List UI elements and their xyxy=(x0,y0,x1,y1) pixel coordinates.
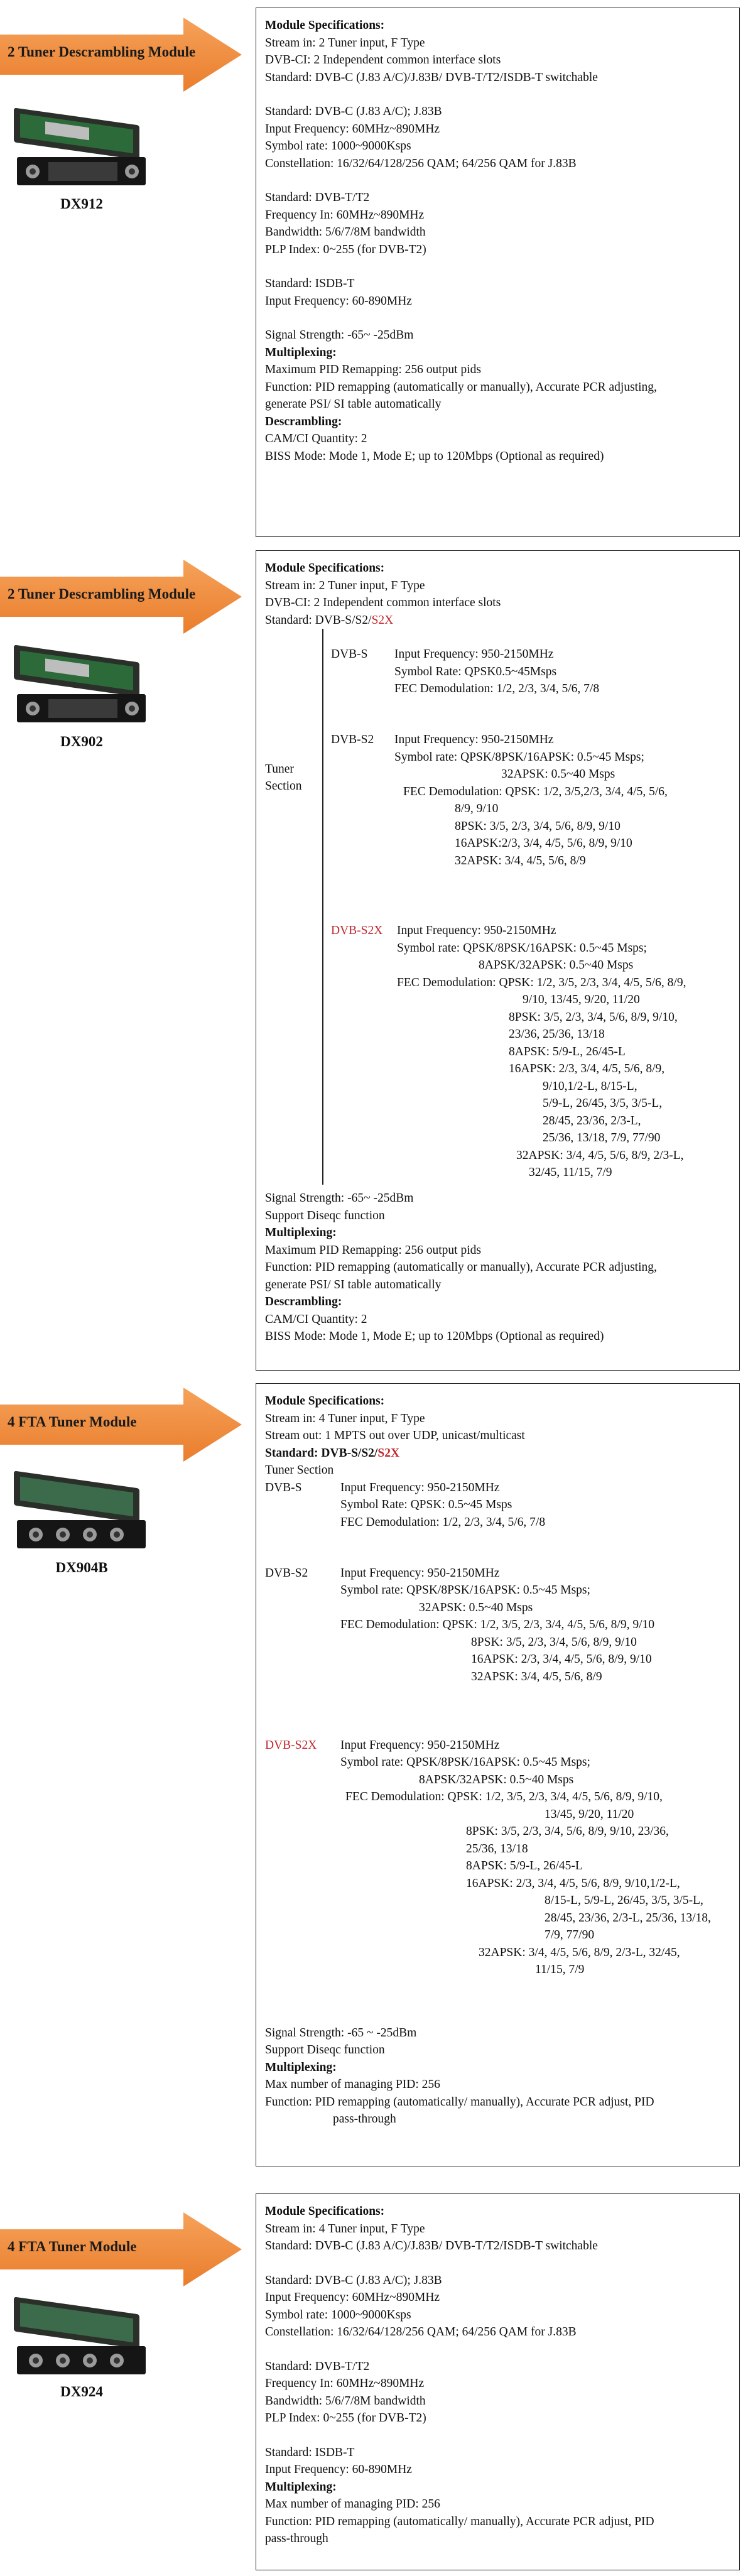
spec-line: CAM/CI Quantity: 2 xyxy=(265,1312,367,1326)
spec-line: Descrambling: xyxy=(265,1295,342,1308)
spec-line: 8PSK: 3/5, 2/3, 3/4, 5/6, 8/9, 9/10, 23/36, xyxy=(466,1825,669,1838)
spec-line: pass-through xyxy=(333,2112,396,2126)
spec-line: Maximum PID Remapping: 256 output pids xyxy=(265,363,481,376)
spec-line: Input Frequency: 60MHz~890MHz xyxy=(265,122,440,136)
module-title: 4 FTA Tuner Module xyxy=(8,1414,137,1430)
spec-line: Symbol rate: QPSK/8PSK/16APSK: 0.5~45 Msps; xyxy=(340,1756,590,1769)
spec-line: Support Diseqc function xyxy=(265,1209,385,1222)
dvbs-label: DVB-S xyxy=(265,1481,302,1494)
spec-line: Standard: DVB-T/T2 xyxy=(265,2359,370,2373)
spec-line: Frequency In: 60MHz~890MHz xyxy=(265,2377,425,2390)
spec-line: Bandwidth: 5/6/7/8M bandwidth xyxy=(265,2394,426,2408)
spec-line: Stream in: 2 Tuner input, F Type xyxy=(265,36,425,50)
spec-line: BISS Mode: Mode 1, Mode E; up to 120Mbps (Optional as required) xyxy=(265,449,604,463)
spec-line: Multiplexing: xyxy=(265,2060,337,2074)
spacer xyxy=(265,2255,730,2272)
model-name: DX904B xyxy=(55,1560,108,1575)
product-image-dx912 xyxy=(8,101,155,195)
spec-line: 9/10, 13/45, 9/20, 11/20 xyxy=(523,993,640,1006)
spec-line: generate PSI/ SI table automatically xyxy=(265,398,442,411)
spec-line: Function: PID remapping (automatically or manually), Accurate PCR adjusting, xyxy=(265,1261,657,1274)
spec-line: FEC Demodulation: 1/2, 2/3, 3/4, 5/6, 7/8 xyxy=(340,1515,546,1529)
spec-line: Support Diseqc function xyxy=(265,2043,385,2057)
spec-line: Max number of managing PID: 256 xyxy=(265,2078,440,2091)
spacer xyxy=(265,310,730,327)
spec-line: Multiplexing: xyxy=(265,345,337,359)
spacer xyxy=(265,2427,730,2444)
spec-line: 16APSK: 2/3, 3/4, 4/5, 5/6, 8/9, 9/10 xyxy=(471,1653,652,1666)
spec-line: 8/15-L, 5/9-L, 26/45, 3/5, 3/5-L, xyxy=(545,1894,703,1907)
module-4-banner xyxy=(0,2212,242,2286)
spec-line: Maximum PID Remapping: 256 output pids xyxy=(265,1243,481,1257)
spec-line: Frequency In: 60MHz~890MHz xyxy=(265,208,425,222)
spec-line: 8PSK: 3/5, 2/3, 3/4, 5/6, 8/9, 9/10 xyxy=(471,1635,637,1649)
spec-line: 32APSK: 0.5~40 Msps xyxy=(501,768,615,781)
spec-line: Symbol Rate: QPSK0.5~45Msps xyxy=(394,665,557,678)
spec-line: Symbol rate: 1000~9000Ksps xyxy=(265,139,411,153)
dvbs2x-label: DVB-S2X xyxy=(265,1738,317,1752)
spec-line: Input Frequency: 950-2150MHz xyxy=(340,1738,500,1752)
spec-line: FEC Demodulation: QPSK: 1/2, 3/5, 2/3, 3/4, 4/5, 5/6, 8/9, xyxy=(397,976,686,989)
spec-line: 28/45, 23/36, 2/3-L, xyxy=(543,1114,641,1128)
spec-line: Input Frequency: 950-2150MHz xyxy=(394,648,554,661)
spec-line: CAM/CI Quantity: 2 xyxy=(265,432,367,445)
spec-line: Multiplexing: xyxy=(265,1226,337,1239)
spec-line: Signal Strength: -65~ -25dBm xyxy=(265,1192,414,1205)
spec-line: Multiplexing: xyxy=(265,2480,337,2494)
spec-line: 16APSK:2/3, 3/4, 4/5, 5/6, 8/9, 9/10 xyxy=(455,837,632,850)
spec-line: Descrambling: xyxy=(265,415,342,428)
spec-box-dx912 xyxy=(256,8,740,537)
spec-line: generate PSI/ SI table automatically xyxy=(265,1278,442,1291)
tuner-section-label: Tuner Section xyxy=(265,763,302,793)
spec-line: PLP Index: 0~255 (for DVB-T2) xyxy=(265,242,426,256)
spec-line: Module Specifications: xyxy=(265,19,385,32)
spec-line: FEC Demodulation: QPSK: 1/2, 3/5, 2/3, 3/4, 4/5, 5/6, 8/9, 9/10 xyxy=(340,1618,654,1631)
spec-line: 8/9, 9/10 xyxy=(455,802,499,815)
spec-line: Function: PID remapping (automatically/ manually), Accurate PCR adjust, PID xyxy=(265,2095,654,2109)
dvbs2-label: DVB-S2 xyxy=(331,733,374,746)
spec-line: 25/36, 13/18 xyxy=(466,1842,528,1856)
model-name: DX902 xyxy=(60,734,103,749)
spec-line: Standard: ISDB-T xyxy=(265,2445,355,2459)
spec-line: 32APSK: 0.5~40 Msps xyxy=(419,1600,533,1614)
spec-line: 8APSK: 5/9-L, 26/45-L xyxy=(466,1859,583,1872)
spec-line: 16APSK: 2/3, 3/4, 4/5, 5/6, 8/9, xyxy=(509,1062,665,1075)
module-1-banner xyxy=(0,18,242,92)
spec-line: Module Specifications: xyxy=(265,562,385,575)
spec-line: Function: PID remapping (automatically/ manually), Accurate PCR adjust, PID xyxy=(265,2514,654,2528)
spec-line: Stream out: 1 MPTS out over UDP, unicast/multicast xyxy=(265,1429,525,1442)
tuner-section xyxy=(265,1479,730,2024)
spec-line: Max number of managing PID: 256 xyxy=(265,2497,440,2511)
spec-line: DVB-CI: 2 Independent common interface slots xyxy=(265,53,501,67)
spec-line: Symbol rate: QPSK/8PSK/16APSK: 0.5~45 Msps; xyxy=(340,1584,590,1597)
spec-line: Standard: ISDB-T xyxy=(265,277,355,290)
spec-line: Module Specifications: xyxy=(265,1394,385,1408)
spec-line: FEC Demodulation: QPSK: 1/2, 3/5, 2/3, 3/4, 4/5, 5/6, 8/9, 9/10, xyxy=(345,1790,663,1803)
spec-line: Function: PID remapping (automatically or manually), Accurate PCR adjusting, xyxy=(265,380,657,394)
spec-line: 5/9-L, 26/45, 3/5, 3/5-L, xyxy=(543,1097,663,1110)
model-name: DX924 xyxy=(60,2384,103,2399)
spec-line: Symbol rate: 1000~9000Ksps xyxy=(265,2308,411,2322)
spec-line: Input Frequency: 950-2150MHz xyxy=(340,1481,500,1494)
dvbs2-label: DVB-S2 xyxy=(265,1566,308,1580)
product-image-dx902 xyxy=(8,638,155,732)
spec-line: Standard: DVB-C (J.83 A/C)/J.83B/ DVB-T/T2/ISDB-T switchable xyxy=(265,2239,598,2253)
spec-line: Constellation: 16/32/64/128/256 QAM; 64/256 QAM for J.83B xyxy=(265,156,577,170)
spec-line: 32/45, 11/15, 7/9 xyxy=(529,1166,612,1179)
spec-line: Signal Strength: -65~ -25dBm xyxy=(265,329,414,342)
standard-line: Standard: DVB-S/S2/S2X xyxy=(265,613,394,627)
spec-line: BISS Mode: Mode 1, Mode E; up to 120Mbps (Optional as required) xyxy=(265,1330,604,1343)
dvbs-label: DVB-S xyxy=(331,648,368,661)
spec-line: Stream in: 2 Tuner input, F Type xyxy=(265,579,425,592)
spec-line: Signal Strength: -65 ~ -25dBm xyxy=(265,2026,417,2040)
spec-line: 11/15, 7/9 xyxy=(535,1963,585,1976)
spec-line: 8PSK: 3/5, 2/3, 3/4, 5/6, 8/9, 9/10 xyxy=(455,819,621,833)
module-2-banner xyxy=(0,560,242,634)
spacer xyxy=(265,2341,730,2358)
spec-box-dx904b xyxy=(256,1383,740,2166)
spec-box-dx902 xyxy=(256,550,740,1371)
product-image-dx924 xyxy=(8,2290,155,2384)
spec-line: 32APSK: 3/4, 4/5, 5/6, 8/9, 2/3-L, xyxy=(516,1148,684,1162)
spec-line: 32APSK: 3/4, 4/5, 5/6, 8/9 xyxy=(455,854,586,867)
spec-line: 25/36, 13/18, 7/9, 77/90 xyxy=(543,1131,661,1144)
spec-line: Input Frequency: 950-2150MHz xyxy=(397,924,556,937)
spec-line: 8APSK/32APSK: 0.5~40 Msps xyxy=(419,1773,574,1786)
spec-line: 8APSK: 5/9-L, 26/45-L xyxy=(509,1045,626,1058)
tuner-section xyxy=(265,629,730,1185)
spec-line: Symbol rate: QPSK/8PSK/16APSK: 0.5~45 Msps; xyxy=(397,941,647,955)
spec-line: Standard: DVB-C (J.83 A/C); J.83B xyxy=(265,2273,442,2287)
module-title: 2 Tuner Descrambling Module xyxy=(8,586,196,602)
spec-line: 16APSK: 2/3, 3/4, 4/5, 5/6, 8/9, 9/10,1/2-L, xyxy=(466,1876,680,1890)
spec-line: 8PSK: 3/5, 2/3, 3/4, 5/6, 8/9, 9/10, xyxy=(509,1010,678,1024)
spec-line: Input Frequency: 950-2150MHz xyxy=(340,1566,500,1580)
module-3-banner xyxy=(0,1388,242,1462)
spacer xyxy=(265,172,730,189)
spec-line: Module Specifications: xyxy=(265,2205,385,2218)
spec-line: Standard: DVB-T/T2 xyxy=(265,191,370,204)
spec-line: Input Frequency: 60-890MHz xyxy=(265,294,412,308)
spec-line: 28/45, 23/36, 2/3-L, 25/36, 13/18, xyxy=(545,1911,711,1925)
model-name: DX912 xyxy=(60,196,103,212)
tuner-section-label: Tuner Section xyxy=(265,1464,334,1477)
spec-line: Stream in: 4 Tuner input, F Type xyxy=(265,2222,425,2236)
spec-box-dx924 xyxy=(256,2193,740,2570)
dvbs2x-label: DVB-S2X xyxy=(331,924,383,937)
spec-line: PLP Index: 0~255 (for DVB-T2) xyxy=(265,2411,426,2425)
spec-line: 32APSK: 3/4, 4/5, 5/6, 8/9 xyxy=(471,1670,602,1683)
spec-line: Input Frequency: 60-890MHz xyxy=(265,2463,412,2476)
spec-line: Symbol rate: QPSK/8PSK/16APSK: 0.5~45 Msps; xyxy=(394,750,644,764)
spec-line: FEC Demodulation: 1/2, 2/3, 3/4, 5/6, 7/8 xyxy=(394,682,600,695)
tuner-divider xyxy=(322,629,323,1185)
spec-line: FEC Demodulation: QPSK: 1/2, 3/5,2/3, 3/4, 4/5, 5/6, xyxy=(403,785,668,798)
spec-line: 23/36, 25/36, 13/18 xyxy=(509,1028,605,1041)
spec-line: DVB-CI: 2 Independent common interface slots xyxy=(265,596,501,609)
spec-line: 8APSK/32APSK: 0.5~40 Msps xyxy=(479,959,634,972)
spacer xyxy=(265,86,730,103)
product-image-dx904b xyxy=(8,1464,155,1558)
spec-line: 9/10,1/2-L, 8/15-L, xyxy=(543,1079,637,1093)
spec-line: Symbol Rate: QPSK: 0.5~45 Msps xyxy=(340,1498,512,1511)
spec-line: Standard: DVB-C (J.83 A/C)/J.83B/ DVB-T/T2/ISDB-T switchable xyxy=(265,70,598,84)
module-title: 4 FTA Tuner Module xyxy=(8,2239,137,2254)
standard-line: Standard: DVB-S/S2/S2X xyxy=(265,1446,400,1460)
spec-line: Standard: DVB-C (J.83 A/C); J.83B xyxy=(265,105,442,118)
spec-line: pass-through xyxy=(265,2532,328,2545)
spec-line: 13/45, 9/20, 11/20 xyxy=(545,1807,634,1821)
spacer xyxy=(265,258,730,275)
spec-line: Input Frequency: 950-2150MHz xyxy=(394,733,554,746)
spec-line: 7/9, 77/90 xyxy=(545,1928,595,1942)
spec-line: Bandwidth: 5/6/7/8M bandwidth xyxy=(265,226,426,239)
spec-line: Input Frequency: 60MHz~890MHz xyxy=(265,2291,440,2304)
spec-line: Stream in: 4 Tuner input, F Type xyxy=(265,1411,425,1425)
spec-line: 32APSK: 3/4, 4/5, 5/6, 8/9, 2/3-L, 32/45, xyxy=(479,1945,680,1959)
module-title: 2 Tuner Descrambling Module xyxy=(8,44,196,60)
spec-line: Constellation: 16/32/64/128/256 QAM; 64/256 QAM for J.83B xyxy=(265,2325,577,2339)
